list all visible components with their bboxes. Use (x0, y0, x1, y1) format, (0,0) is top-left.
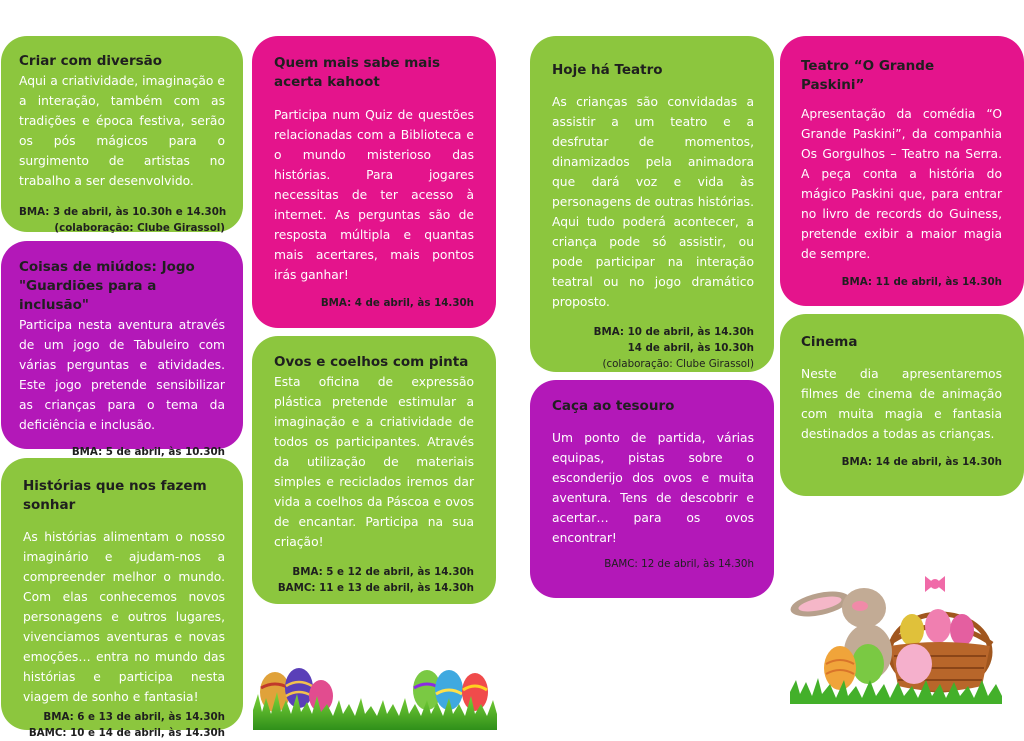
card-title: Quem mais sabe mais acerta kahoot (274, 55, 441, 90)
card-description: Participa nesta aventura através de um jogo de Tabuleiro com várias perguntas e atividades. Este jogo pretende sensibilizar as crianças para o tema da deficiência e inclusão. (19, 318, 225, 432)
activity-card-hoje-ha-teatro (530, 36, 774, 372)
card-description: Aqui a criatividade, imaginação e a interação, também com as tradições e época festiva, serão os pós mágicos para o surgimento de artistas no trabalho a ser desenvolvido. (19, 74, 225, 188)
activity-card-criar-com-diversao (1, 36, 243, 232)
card-schedule: BMA: 5 de abril, às 10.30h (71, 446, 225, 458)
card-schedule: BAMC: 12 de abril, às 14.30h (604, 558, 754, 570)
card-title: Coisas de miúdos: Jogo "Guardiões para a inclusão" (19, 259, 195, 313)
easter-eggs-grass-illustration (253, 664, 497, 730)
activity-card-historias-que-nos-fazem-sonhar (1, 458, 243, 739)
card-title: Criar com diversão (19, 53, 163, 69)
activity-card-cinema (780, 314, 1024, 496)
egg-icon (309, 680, 333, 712)
egg-icon (285, 668, 313, 708)
card-description: As crianças são convidadas a assistir a um teatro e a desfrutar de momentos, dinamizados pela animadora que dará voz e vida às personagens de outras histórias. Aqui tudo poderá acontecer, a criança pode só assistir, ou pode participar na interação teatral ou no jogo dramático proposto. (552, 95, 754, 309)
card-description: Esta oficina de expressão plástica pretende estimular a imaginação e a criatividade de todos os participantes. Através da utilização de materiais simples e reciclados iremos dar vida a coelhos da Páscoa e ovos de encantar. Participa na sua criação! (274, 375, 474, 549)
card-description: Um ponto de partida, várias equipas, pistas sobre o esconderijo dos ovos e muita aventura. Tens de descobrir e acertar… para os ovos encontrar! (552, 431, 754, 545)
activity-card-coisas-de-miudos (1, 241, 243, 458)
card-schedule: BMA: 4 de abril, às 14.30h (320, 297, 474, 309)
card-schedule: BMA: 5 e 12 de abril, às 14.30h BAMC: 11 e 13 de abril, às 14.30h (277, 566, 474, 594)
egg-icon (462, 673, 488, 711)
card-title: Histórias que nos fazem sonhar (23, 478, 207, 513)
card-description: Neste dia apresentaremos filmes de cinema de animação com muita magia e fantasia destinados a todas as crianças. (801, 367, 1002, 441)
card-description: As histórias alimentam o nosso imaginário e ajudam-nos a compreender melhor o mundo. Com elas conhecemos novos personagens e outros lugares, vivenciamos aventuras e novas emoções… entra no mundo das histórias e participa nesta viagem de sonho e fantasia! (23, 530, 225, 704)
activity-card-o-grande-paskini (780, 36, 1024, 306)
activity-card-ovos-e-coelhos (252, 336, 496, 604)
card-description: Participa num Quiz de questões relacionadas com a Biblioteca e o mundo misterioso das histórias. Para jogares necessitas de ter acesso à internet. As perguntas são de resposta múltipla e quantas mais acertares, mais pontos irás ganhar! (274, 108, 474, 282)
egg-icon (900, 614, 924, 646)
card-title: Caça ao tesouro (552, 398, 675, 414)
card-schedule: BMA: 6 e 13 de abril, às 14.30h BAMC: 10 e 14 de abril, às 14.30h (28, 711, 225, 739)
card-schedule: BMA: 11 de abril, às 14.30h (841, 276, 1002, 288)
egg-icon (824, 646, 856, 690)
activity-card-caca-ao-tesouro (530, 380, 774, 598)
card-title: Teatro “O Grande Paskini” (801, 58, 935, 93)
activity-card-quem-mais-sabe-kahoot (252, 36, 496, 328)
card-schedule: BMA: 3 de abril, às 10.30h e 14.30h (colaboração: Clube Girassol) (19, 206, 227, 234)
egg-icon (950, 614, 974, 646)
card-title: Cinema (801, 334, 858, 350)
card-schedule: BMA: 10 de abril, às 14.30h 14 de abril, às 10.30h (colaboração: Clube Girassol) (593, 326, 754, 370)
card-schedule: BMA: 14 de abril, às 14.30h (841, 456, 1002, 468)
egg-icon (896, 644, 932, 684)
bunny-egg-basket-illustration (790, 568, 1002, 704)
egg-icon (925, 609, 951, 643)
card-title: Ovos e coelhos com pinta (274, 354, 469, 370)
card-description: Apresentação da comédia “O Grande Paskini”, da companhia Os Gorgulhos – Teatro na Serra. A peça conta a história do mágico Paskini que, para entrar no livro de records do Guiness, pretende exibir a maior magia de sempre. (801, 107, 1002, 261)
card-title: Hoje há Teatro (552, 62, 663, 78)
